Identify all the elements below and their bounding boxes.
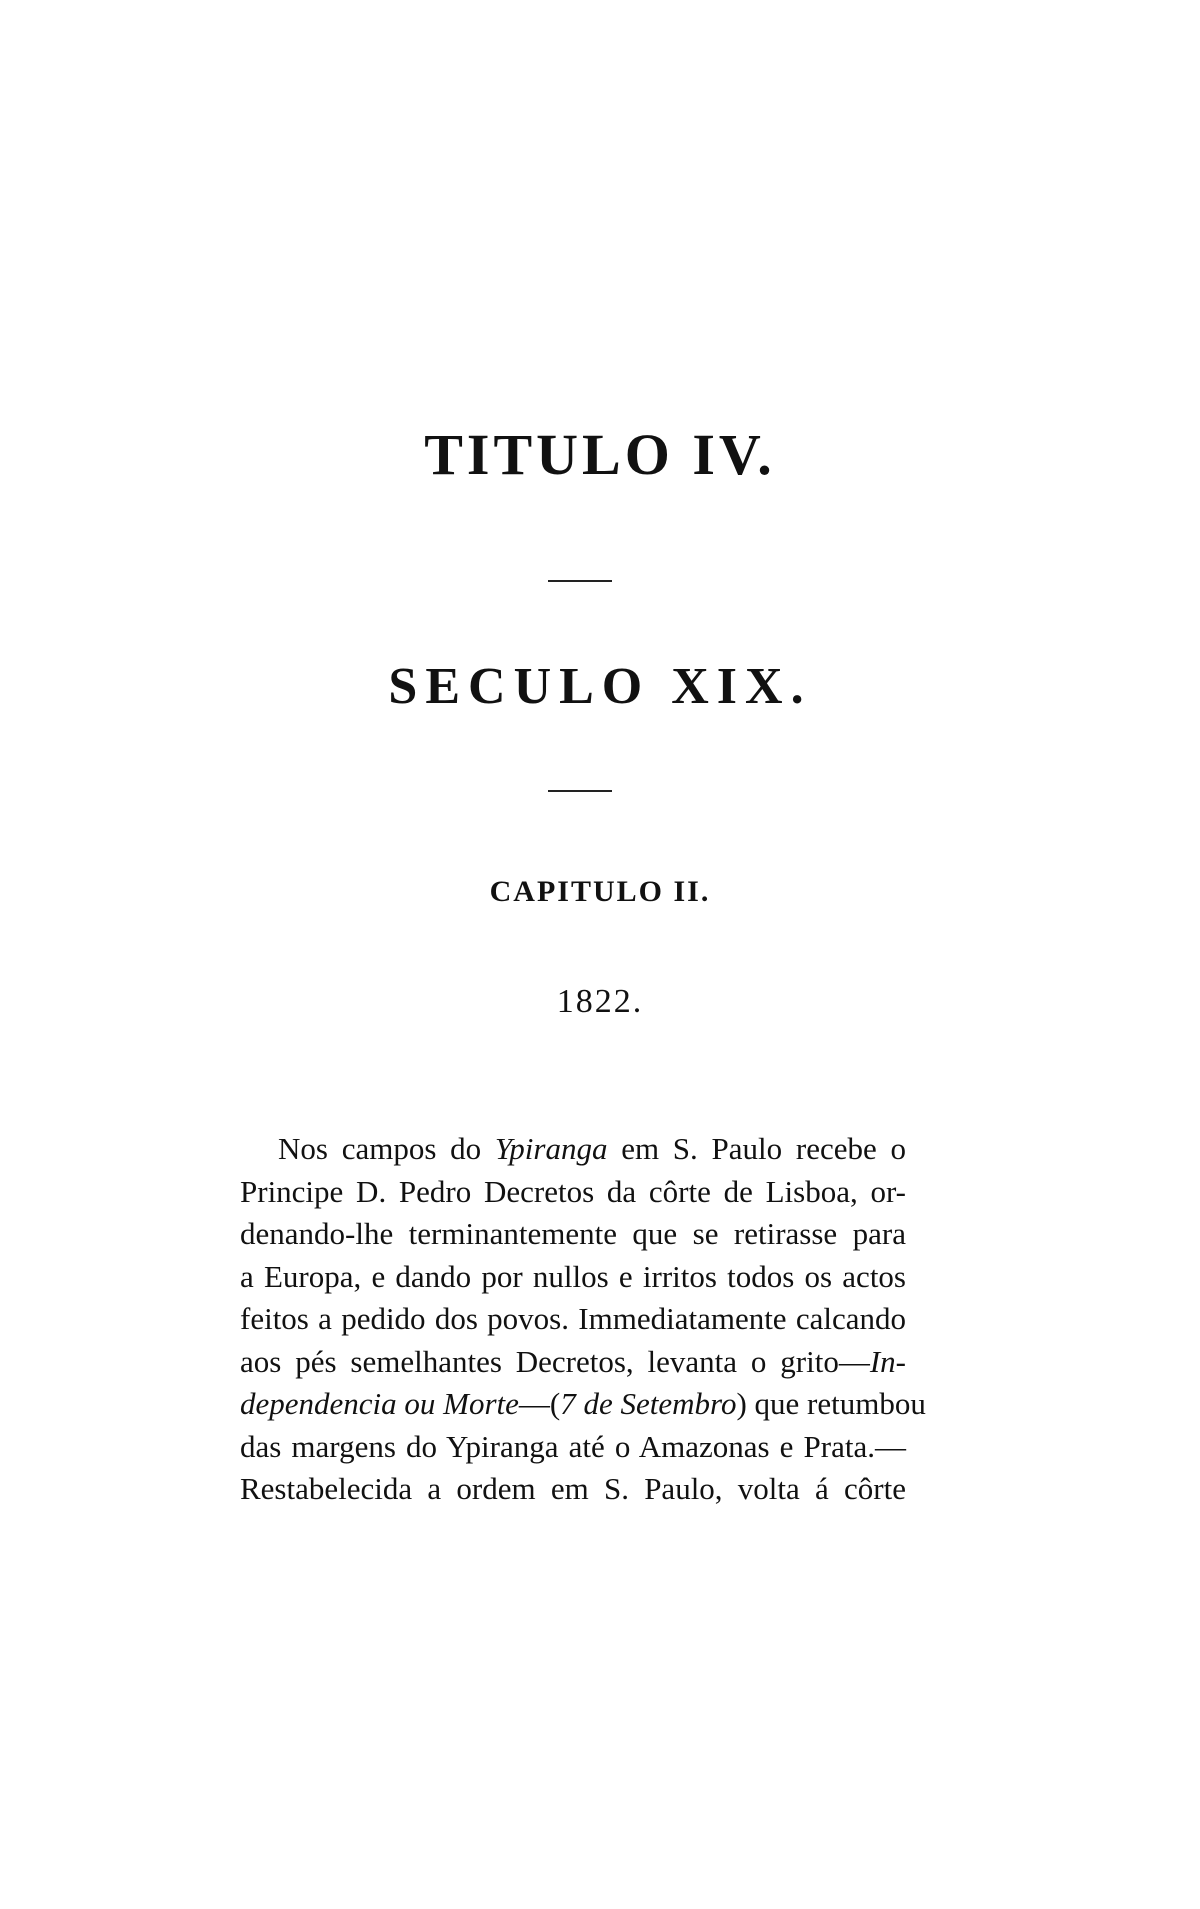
text-run: a Europa, e dando por nullos e irritos todos os actos (240, 1258, 906, 1294)
chapter-heading: CAPITULO II. (489, 875, 711, 908)
year-heading: 1822. (556, 983, 644, 1020)
text-run: Restabelecida a ordem em S. Paulo, volta á côrte (240, 1471, 906, 1506)
text-line (240, 1383, 926, 1426)
italic-text: Ypiranga (494, 1131, 608, 1166)
title-heading: TITULO IV. (424, 422, 776, 487)
divider-rule (548, 790, 612, 792)
text-line (240, 1128, 906, 1171)
text-line (240, 1426, 906, 1469)
italic-text: In- (869, 1343, 906, 1379)
text-run: em S. Paulo recebe o (607, 1131, 906, 1166)
text-line (240, 1468, 906, 1511)
text-run: —( (518, 1386, 561, 1421)
text-line (240, 1213, 906, 1256)
text-run: denando-lhe terminantemente que se retirasse para (240, 1216, 906, 1251)
text-run: das margens do Ypiranga até o Amazonas e Prata.— (240, 1428, 906, 1464)
text-line (240, 1171, 906, 1214)
divider-rule (548, 580, 612, 582)
century-heading: SECULO XIX. (388, 658, 812, 715)
italic-text: dependencia ou Morte (240, 1386, 519, 1421)
italic-text: 7 de Setembro (560, 1386, 737, 1421)
body-paragraph (240, 1128, 926, 1511)
text-run: Principe D. Pedro Decretos da côrte de Lisboa, or- (240, 1173, 906, 1209)
text-line (240, 1298, 906, 1341)
text-line (240, 1341, 906, 1384)
text-line (240, 1256, 906, 1299)
text-run: Nos campos do (278, 1131, 495, 1166)
text-run: aos pés semelhantes Decretos, levanta o grito— (240, 1343, 870, 1379)
text-run: feitos a pedido dos povos. Immediatamente calcando (240, 1301, 906, 1336)
text-run: ) que retumbou (736, 1386, 926, 1421)
